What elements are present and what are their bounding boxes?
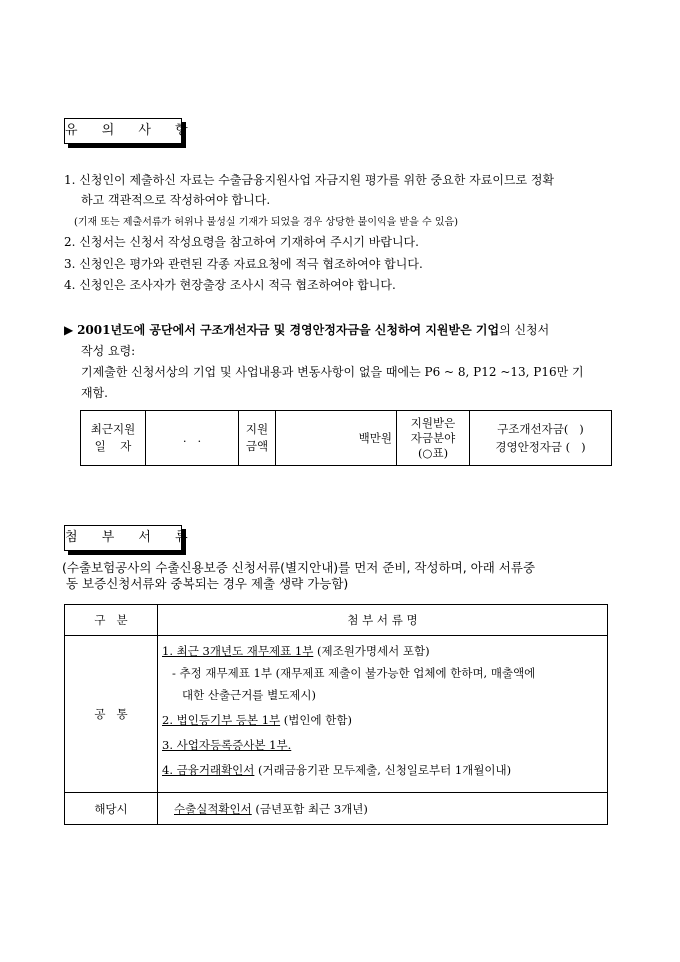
doc-financial-statements: 1. 최근 3개년도 재무제표 1부 (제조원가명세서 포함)	[162, 644, 430, 658]
fund-options[interactable]	[470, 411, 612, 466]
notice-item-1-note: (기재 또는 제출서류가 허위나 불성실 기재가 되었을 경우 상당한 불이익을 받을 수 있음)	[74, 217, 459, 228]
guide-arrow-icon: ▶	[64, 323, 74, 337]
guide-line-3: 기제출한 신청서상의 기업 및 사업내용과 변동사항이 없을 때에는 P6 ~ 8, P12 ~13, P16만 기	[81, 365, 584, 379]
fund-field-label: 지원받은 자금분야 (○표)	[397, 411, 470, 466]
header-document-name: 첨 부 서 류 명	[158, 605, 608, 636]
guide-rest-text: 의 신청서	[499, 323, 550, 337]
notice-item-2: 2. 신청서는 신청서 작성요령을 참고하여 기재하여 주시기 바랍니다.	[64, 235, 419, 249]
fund-option-stability[interactable]: 경영안정자금 ( )	[495, 440, 586, 454]
doc-business-registration: 3. 사업자등록증사본 1부.	[162, 738, 292, 752]
header-category: 구 분	[65, 605, 158, 636]
recent-date-value[interactable]: . .	[146, 411, 239, 466]
doc-corporate-registry: 2. 법인등기부 등본 1부 (법인에 한함)	[162, 713, 352, 727]
notice-item-1: 1. 신청인이 제출하신 자료는 수출금융지원사업 자금지원 평가를 위한 중요한 자료이므로 정확	[64, 173, 555, 187]
notice-title: 유 의 사 항	[64, 118, 182, 144]
attach-intro-1: (수출보험공사의 수출신용보증 신청서류(별지안내)를 먼저 준비, 작성하며, 아래 서류중	[62, 560, 536, 575]
recent-date-label: 최근지원 일 자	[81, 411, 146, 466]
attachment-table	[64, 604, 608, 825]
common-label: 공 통	[65, 636, 158, 793]
doc-estimated-statements: - 추정 재무제표 1부 (재무제표 제출이 불가능한 업체에 한하며, 매출액에	[172, 666, 536, 680]
doc-export-performance: 수출실적확인서 (금년포함 최근 3개년)	[158, 793, 608, 825]
guide-line-1	[64, 322, 549, 338]
support-info-table	[80, 410, 612, 466]
guide-line-2: 작성 요령:	[81, 344, 136, 358]
amount-unit[interactable]: 백만원	[276, 411, 397, 466]
fund-option-structure[interactable]: 구조개선자금( )	[497, 422, 584, 436]
doc-estimated-statements-cont: 대한 산출근거를 별도제시)	[182, 688, 316, 702]
common-documents	[158, 636, 608, 793]
notice-item-3: 3. 신청인은 평가와 관련된 각종 자료요청에 적극 협조하여야 합니다.	[64, 257, 423, 271]
notice-item-1-cont: 하고 객관적으로 작성하여야 합니다.	[81, 193, 271, 207]
guide-bold-text: 2001년도에 공단에서 구조개선자금 및 경영안정자금을 신청하여 지원받은 기업	[77, 323, 500, 337]
guide-line-4: 재함.	[81, 386, 108, 400]
applicable-label: 해당시	[65, 793, 158, 825]
notice-item-4: 4. 신청인은 조사자가 현장출장 조사시 적극 협조하여야 합니다.	[64, 278, 396, 292]
attach-intro-2: 동 보증신청서류와 중복되는 경우 제출 생략 가능함)	[66, 576, 349, 591]
attach-title: 첨 부 서 류	[64, 525, 182, 551]
amount-label: 지원 금액	[239, 411, 276, 466]
doc-financial-transaction: 4. 금융거래확인서 (거래금융기관 모두제출, 신청일로부터 1개월이내)	[162, 763, 512, 777]
